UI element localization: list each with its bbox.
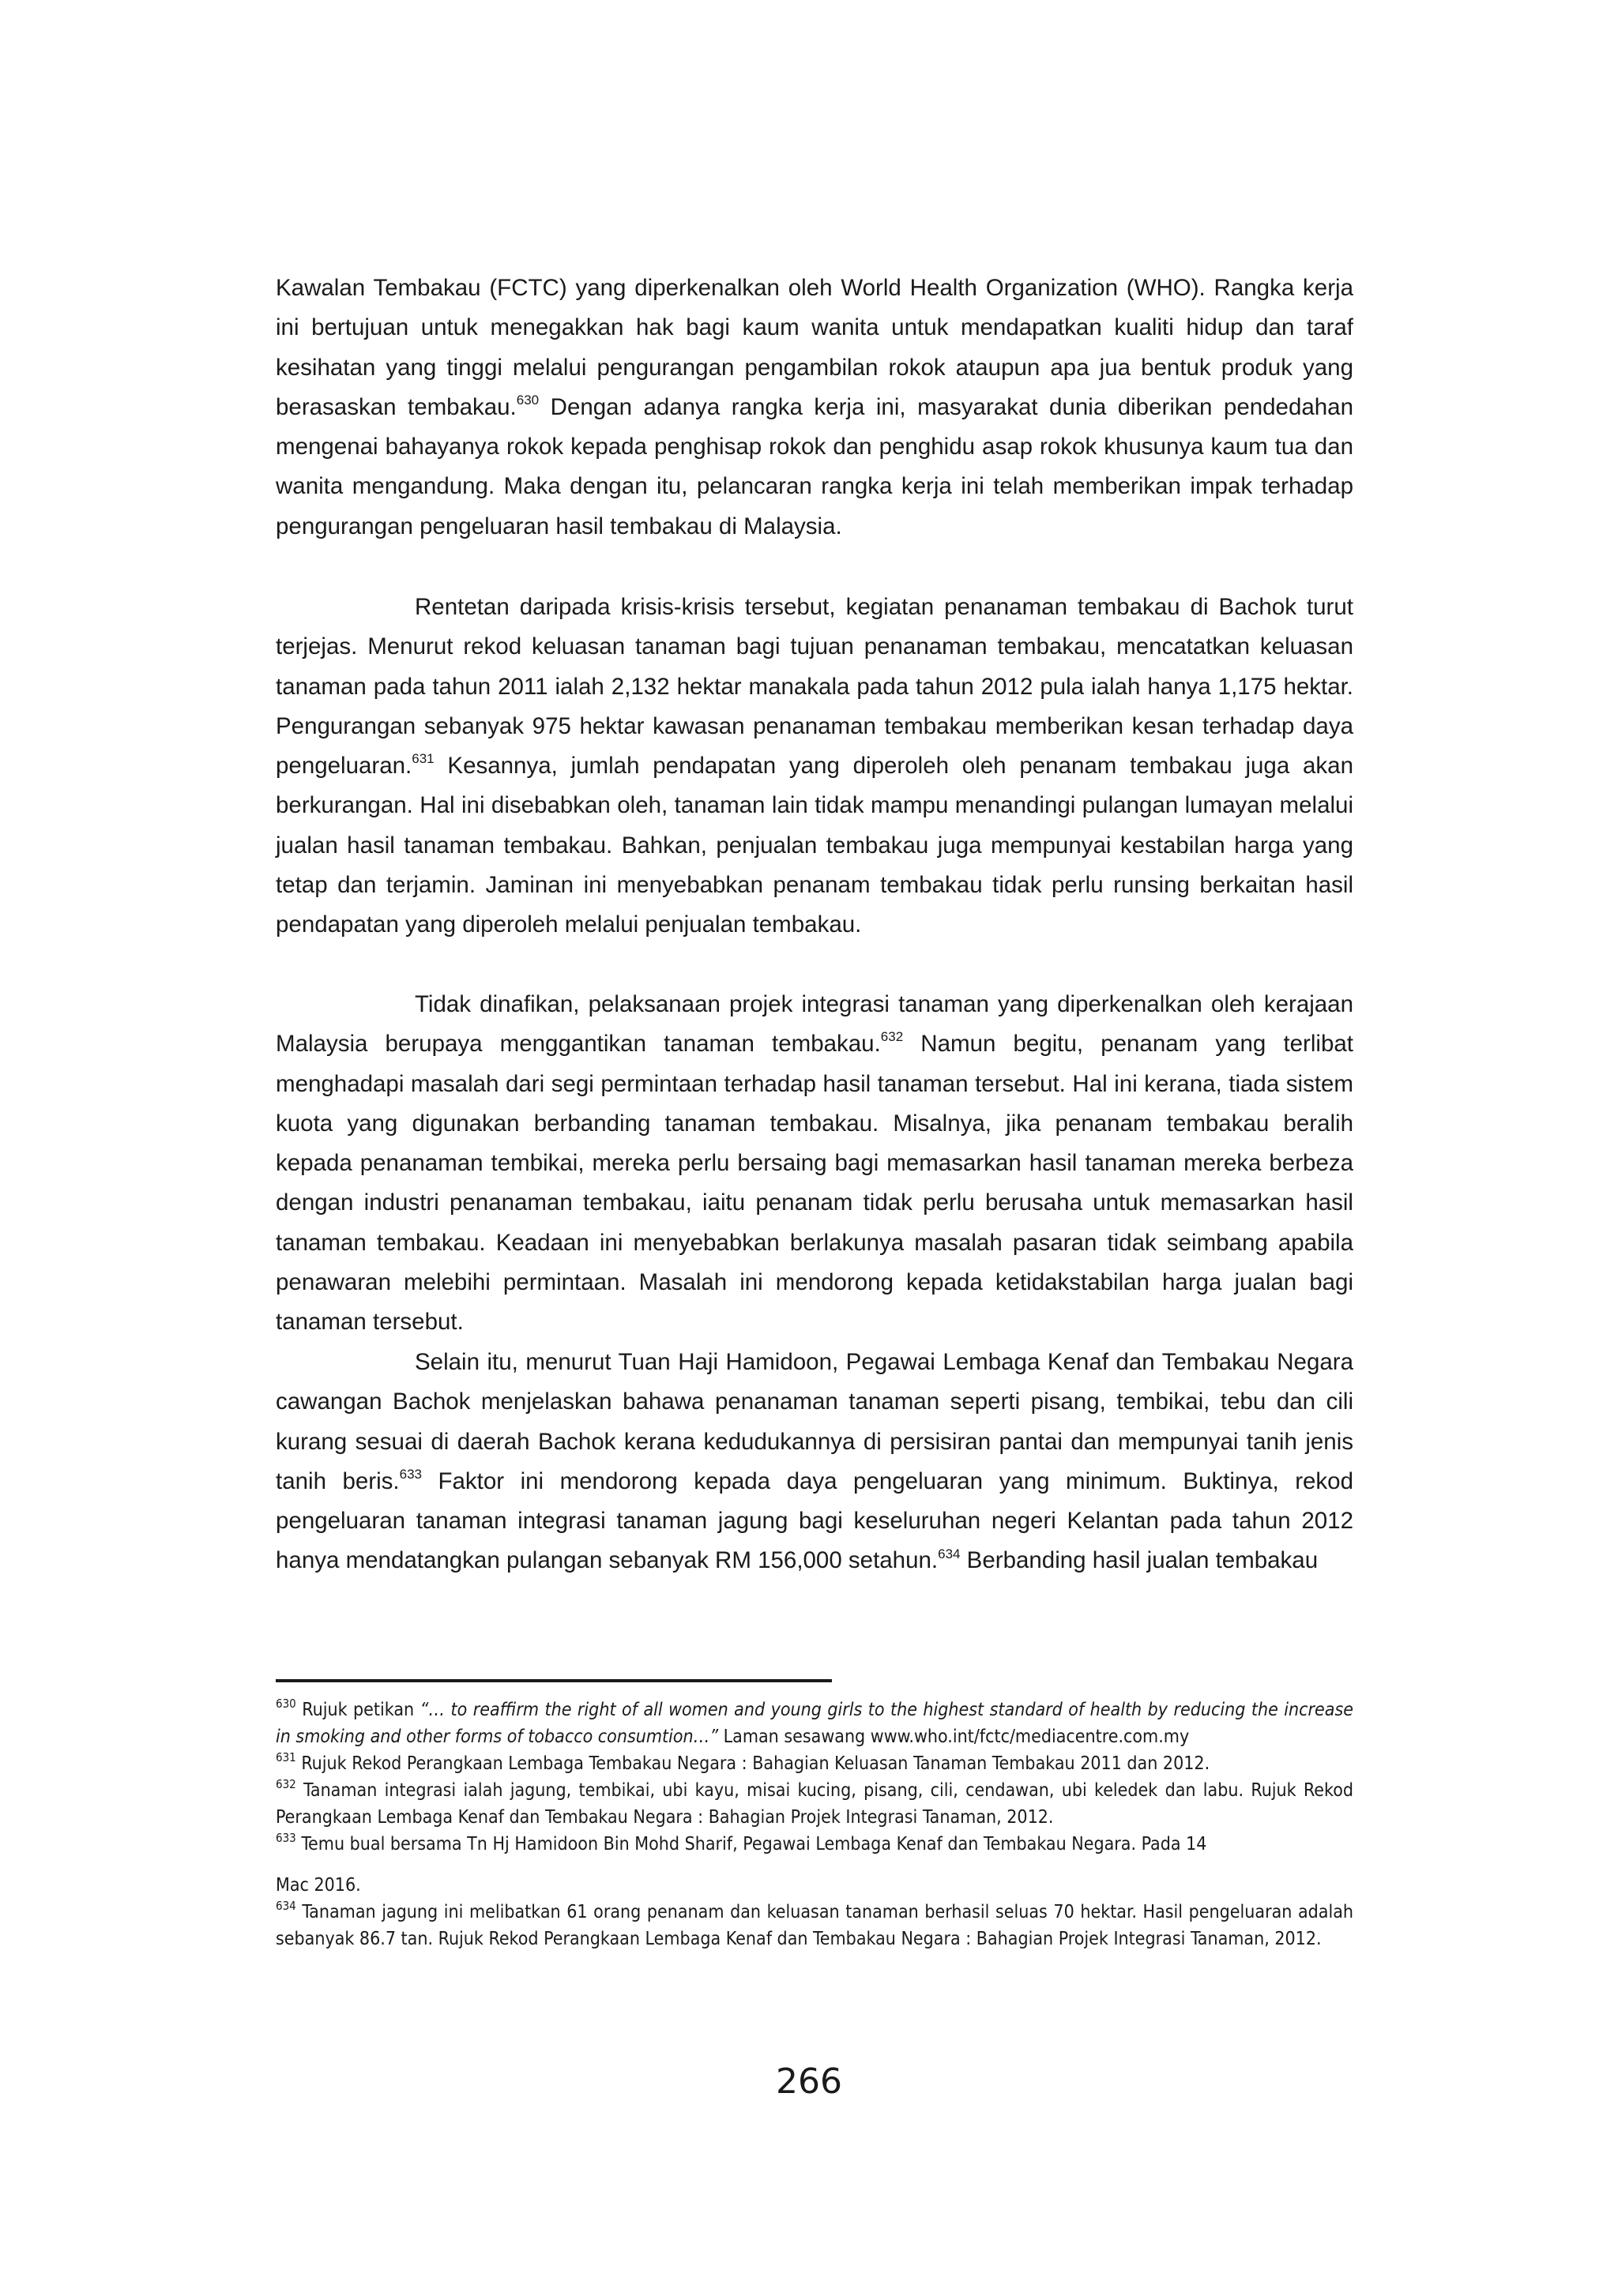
- body-paragraph-2: [276, 588, 1353, 945]
- footnote-number: 630: [276, 1697, 296, 1712]
- footnote-text: Rujuk Rekod Perangkaan Lembaga Tembakau Negara : Bahagian Keluasan Tanaman Tembakau 2011 dan 2012.: [295, 1753, 1210, 1774]
- footnote-number: 632: [276, 1777, 296, 1792]
- footnote-631: [276, 1750, 1353, 1777]
- footnote-633: [276, 1831, 1353, 1858]
- footnote-separator: [276, 1679, 832, 1682]
- footnote-ref-633[interactable]: 633: [399, 1467, 422, 1482]
- body-paragraph-4: [276, 1343, 1353, 1581]
- footnote-634: [276, 1899, 1353, 1952]
- footnote-630: [276, 1697, 1353, 1750]
- footnote-ref-634[interactable]: 634: [938, 1546, 961, 1561]
- paragraph-text: Rentetan daripada krisis-krisis tersebut, kegiatan penanaman tembakau di Bachok turut terjejas. Menurut rekod keluasan tanaman bagi tujuan penanaman tembakau, mencatatkan keluasan tanaman pada tahun 2011 ialah 2,132 hektar manakala pada tahun 2012 pula ialah hanya 1,175 hektar. Pengurangan sebanyak 975 hektar kawasan penanaman tembakau memberikan kesan terhadap daya pengeluaran.: [276, 594, 1353, 780]
- paragraph-text: Selain itu, menurut Tuan Haji Hamidoon, Pegawai Lembaga Kenaf dan Tembakau Negara cawangan Bachok menjelaskan bahawa penanaman tanaman seperti pisang, tembikai, tebu dan cili kurang sesuai di daerah Bachok kerana kedudukannya di persisiran pantai dan mempunyai tanih jenis tanih beris.: [276, 1349, 1353, 1494]
- footnotes: [276, 1697, 1353, 1952]
- footnote-number: 633: [276, 1831, 296, 1846]
- paragraph-text: Berbanding hasil jualan tembakau: [960, 1547, 1319, 1574]
- footnote-633-continuation: Mac 2016.: [276, 1875, 361, 1896]
- footnote-ref-631[interactable]: 631: [412, 751, 435, 767]
- body-paragraph-1: [276, 269, 1353, 547]
- paragraph-text: Kawalan Tembakau (FCTC) yang diperkenalkan oleh World Health Organization (WHO). Rangka kerja ini bertujuan untuk menegakkan hak bagi kaum wanita untuk mendapatkan kualiti hidup dan taraf kesihatan yang tinggi melalui pengurangan pengambilan rokok ataupun apa jua bentuk produk yang berasaskan tembakau.: [276, 275, 1353, 420]
- footnote-text: Rujuk petikan: [295, 1700, 420, 1720]
- footnote-ref-630[interactable]: 630: [516, 393, 540, 408]
- paragraph-text: Namun begitu, penanam yang terlibat menghadapi masalah dari segi permintaan terhadap hasil tanaman tersebut. Hal ini kerana, tiada sistem kuota yang digunakan berbanding tanaman tembakau. Misalnya, jika penanam tembakau beralih kepada penanaman tembikai, mereka perlu bersaing bagi memasarkan hasil tanaman mereka berbeza dengan industri penanaman tembakau, iaitu penanam tidak perlu berusaha untuk memasarkan hasil tanaman tembakau. Keadaan ini menyebabkan berlakunya masalah pasaran tidak seimbang apabila penawaran melebihi permintaan. Masalah ini mendorong kepada ketidakstabilan harga jualan bagi tanaman tersebut.: [276, 1031, 1353, 1336]
- paragraph-text: Kesannya, jumlah pendapatan yang diperoleh oleh penanam tembakau juga akan berkurangan. Hal ini disebabkan oleh, tanaman lain tidak mampu menandingi pulangan lumayan melalui jualan hasil tanaman tembakau. Bahkan, penjualan tembakau juga mempunyai kestabilan harga yang tetap dan terjamin. Jaminan ini menyebabkan penanam tembakau tidak perlu runsing berkaitan hasil pendapatan yang diperoleh melalui penjualan tembakau.: [276, 753, 1353, 938]
- page-number: 266: [776, 2061, 842, 2102]
- footnote-text: Laman sesawang www.who.int/fctc/mediacentre.com.my: [718, 1727, 1190, 1747]
- footnote-text: Tanaman jagung ini melibatkan 61 orang penanam dan keluasan tanaman berhasil seluas 70 hektar. Hasil pengeluaran adalah sebanyak 86.7 tan. Rujuk Rekod Perangkaan Lembaga Kenaf dan Tembakau Negara : Bahagian Projek Integrasi Tanaman, 2012.: [276, 1902, 1353, 1949]
- paragraph-text: Tidak dinafikan, pelaksanaan projek integrasi tanaman yang diperkenalkan oleh kerajaan Malaysia berupaya menggantikan tanaman tembakau.: [276, 991, 1353, 1058]
- footnote-quote: “… to reaffirm the right of all women and young girls to the highest standard of health by reducing the increase in smoking and other forms of tobacco consumtion…”: [276, 1700, 1353, 1747]
- body-paragraph-3: [276, 985, 1353, 1343]
- footnote-text: Temu bual bersama Tn Hj Hamidoon Bin Mohd Sharif, Pegawai Lembaga Kenaf dan Tembakau Negara. Pada 14: [295, 1834, 1207, 1854]
- footnote-ref-632[interactable]: 632: [880, 1029, 904, 1045]
- footnote-number: 634: [276, 1899, 296, 1914]
- footnote-text: Tanaman integrasi ialah jagung, tembikai, ubi kayu, misai kucing, pisang, cili, cendawan, ubi keledek dan labu. Rujuk Rekod Perangkaan Lembaga Kenaf dan Tembakau Negara : Bahagian Projek Integrasi Tanaman, 2012.: [276, 1780, 1353, 1828]
- paragraph-text: Faktor ini mendorong kepada daya pengeluaran yang minimum. Buktinya, rekod pengeluaran tanaman integrasi tanaman jagung bagi keseluruhan negeri Kelantan pada tahun 2012 hanya mendatangkan pulangan sebanyak RM 156,000 setahun.: [276, 1467, 1353, 1574]
- paragraph-text: Dengan adanya rangka kerja ini, masyarakat dunia diberikan pendedahan mengenai bahayanya rokok kepada penghisap rokok dan penghidu asap rokok khusunya kaum tua dan wanita mengandung. Maka dengan itu, pelancaran rangka kerja ini telah memberikan impak terhadap pengurangan pengeluaran hasil tembakau di Malaysia.: [276, 393, 1353, 539]
- footnote-632: [276, 1777, 1353, 1831]
- footnote-number: 631: [276, 1750, 296, 1765]
